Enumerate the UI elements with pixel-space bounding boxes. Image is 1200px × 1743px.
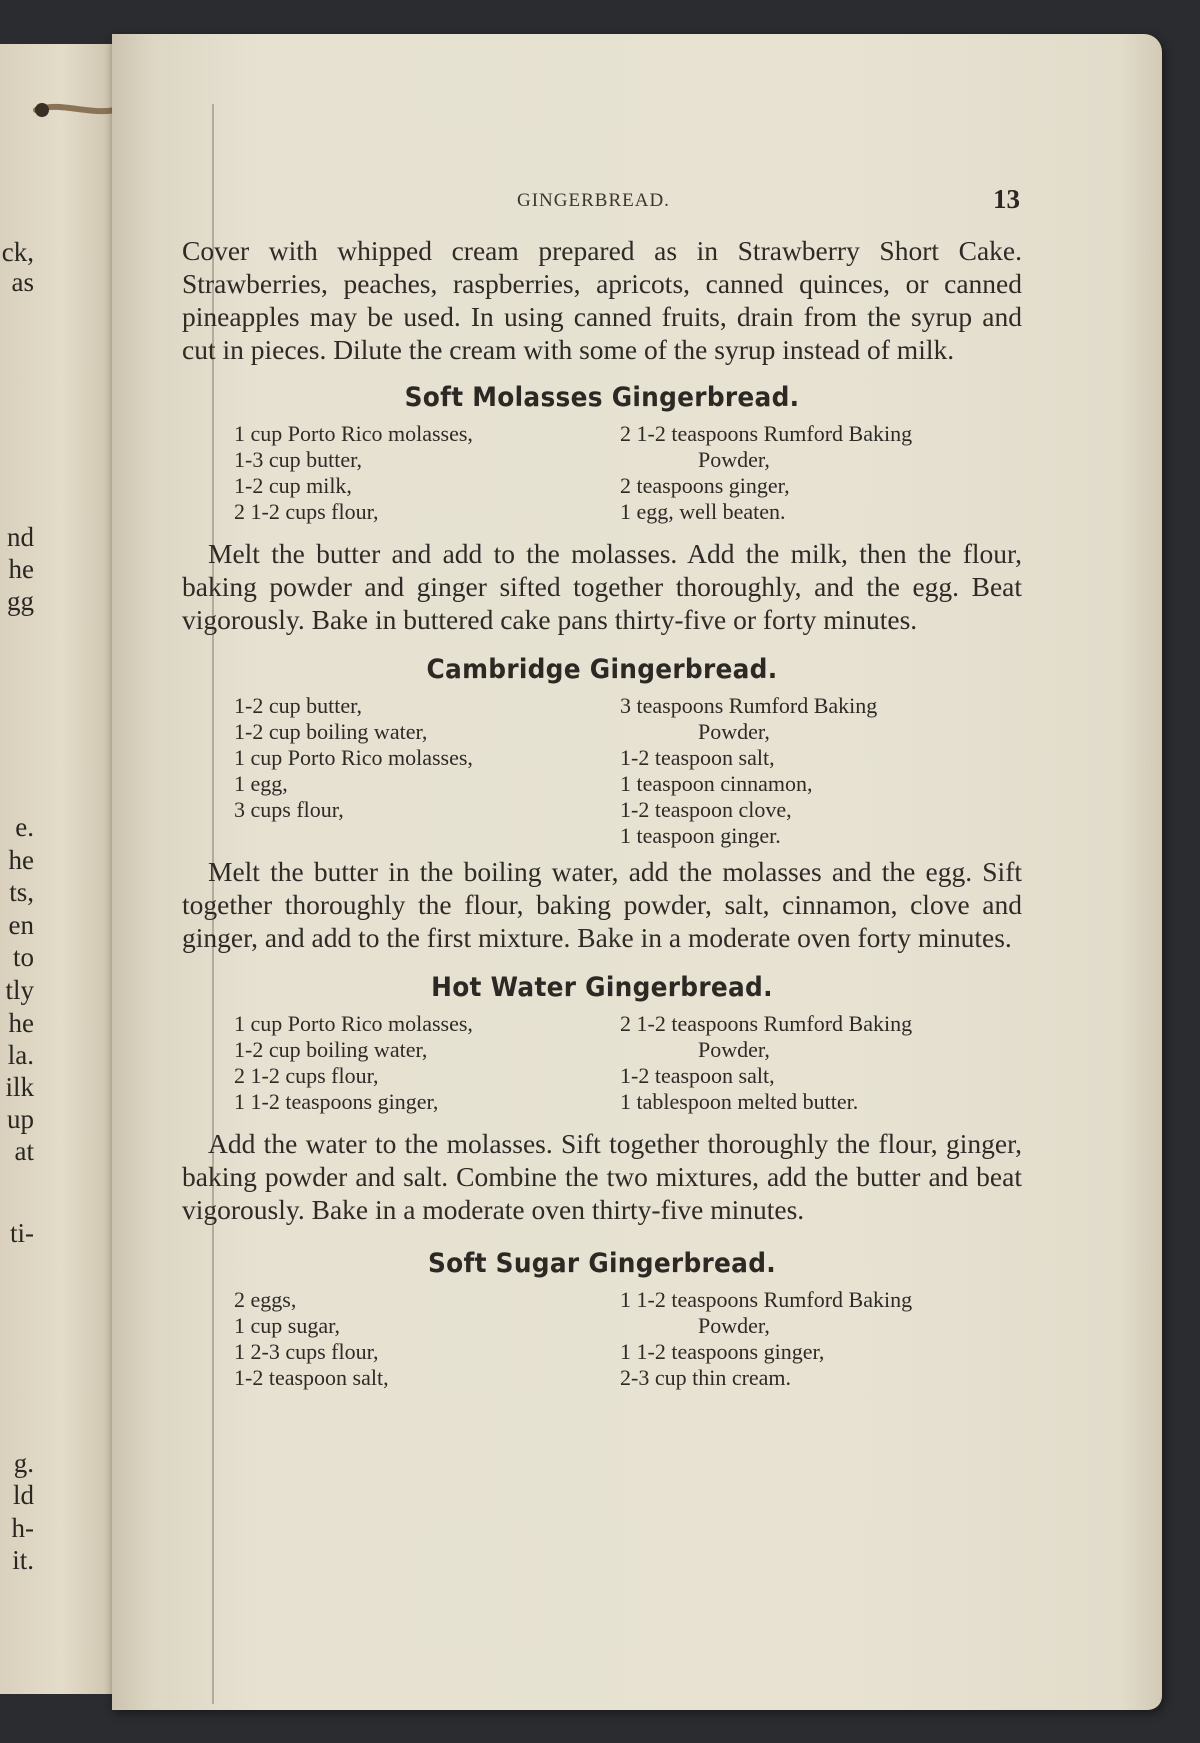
ingredient-line: 1-2 cup boiling water, xyxy=(234,719,428,744)
recipe-directions: Add the water to the molasses. Sift together thoroughly the flour, ginger, baking powder and salt. Combine the two mixtures, add the butter and beat vigorously. Bake in a moderate oven thirty-five minutes. xyxy=(182,1128,1022,1225)
ingredient-line: 1-2 cup butter, xyxy=(234,693,363,718)
ingredient-line: 1 egg, well beaten. xyxy=(620,499,786,524)
ingredient-line: 1 1-2 teaspoons ginger, xyxy=(620,1339,825,1364)
ingredient-line: 1-3 cup butter, xyxy=(234,447,363,472)
ingredient-list xyxy=(182,421,1022,525)
ingredient-line: 2 eggs, xyxy=(234,1287,297,1312)
ingredient-line: Powder, xyxy=(698,719,770,744)
ingredient-line: 1 cup Porto Rico molasses, xyxy=(234,745,473,770)
recipe-title: Soft Molasses Gingerbread. xyxy=(404,382,800,413)
ingredient-list xyxy=(182,1287,1022,1391)
ingredient-line: 1-2 cup milk, xyxy=(234,473,352,498)
recipe-directions: Melt the butter and add to the molasses. Add the milk, then the flour, baking powder and ginger sifted together thoroughly, and the egg. Beat vigorously. Bake in buttered cake pans thirty-five or forty minutes. xyxy=(182,538,1022,635)
running-head xyxy=(182,184,1022,220)
left-page-fragment: ilk xyxy=(5,1072,34,1102)
ingredient-column-right xyxy=(604,1011,1020,1115)
ingredient-line: 1 1-2 teaspoons Rumford Baking xyxy=(620,1287,913,1312)
running-head-title: GINGERBREAD. xyxy=(517,190,670,211)
left-page-fragment: gg xyxy=(7,586,34,616)
ingredient-list xyxy=(182,693,1022,849)
page-number: 13 xyxy=(993,184,1020,214)
ingredient-line: 2 1-2 teaspoons Rumford Baking xyxy=(620,1011,913,1036)
left-page-fragment: at xyxy=(14,1136,34,1166)
left-page-fragment: he xyxy=(8,554,34,584)
left-page-fragment: en xyxy=(8,910,34,940)
ingredient-column-left xyxy=(182,1011,604,1115)
ingredient-column-right xyxy=(604,693,1020,849)
ingredient-line: Powder, xyxy=(698,1037,770,1062)
left-page-fragment: e. xyxy=(15,812,34,842)
ingredient-line: 3 teaspoons Rumford Baking xyxy=(620,693,878,718)
left-page-fragment: ld xyxy=(12,1480,34,1510)
ingredient-line: 2-3 cup thin cream. xyxy=(620,1365,792,1390)
ingredient-column-left xyxy=(182,1287,604,1391)
ingredient-line: Powder, xyxy=(698,447,770,472)
left-page-fragment: up xyxy=(7,1104,34,1134)
left-page-fragment: ti- xyxy=(10,1218,34,1248)
ingredient-column-right xyxy=(604,421,1020,525)
ingredient-column-right xyxy=(604,1287,1020,1391)
left-page-edge xyxy=(0,44,112,1694)
ingredient-line: 3 cups flour, xyxy=(234,797,344,822)
ingredient-line: 1 2-3 cups flour, xyxy=(234,1339,379,1364)
ingredient-line: 1-2 teaspoon clove, xyxy=(620,797,792,822)
left-page-fragment: to xyxy=(12,942,34,972)
recipe-directions: Melt the butter in the boiling water, add the molasses and the egg. Sift together thoroughly the flour, baking powder, salt, cinnamon, clove and ginger, and add to the first mixture. Bake in a moderate oven forty minutes. xyxy=(182,856,1022,953)
left-page-fragment: he xyxy=(8,1008,34,1038)
ingredient-line: 1-2 teaspoon salt, xyxy=(620,1063,775,1088)
left-page-fragment: h- xyxy=(11,1513,34,1543)
ingredient-column-left xyxy=(182,421,604,525)
left-page-fragment: nd xyxy=(7,522,34,552)
left-page-fragment: it. xyxy=(12,1545,34,1575)
left-page-fragment: he xyxy=(8,845,34,875)
ingredient-line: 1-2 teaspoon salt, xyxy=(620,745,775,770)
ingredient-line: 1-2 cup boiling water, xyxy=(234,1037,428,1062)
recipe-title: Cambridge Gingerbread. xyxy=(426,654,778,685)
ingredient-line: 1 teaspoon cinnamon, xyxy=(620,771,813,796)
ingredient-line: 2 1-2 cups flour, xyxy=(234,499,379,524)
ingredient-line: 2 1-2 teaspoons Rumford Baking xyxy=(620,421,913,446)
text-block xyxy=(182,234,1022,1391)
intro-paragraph: Cover with whipped cream prepared as in Strawberry Short Cake. Strawberries, peaches, raspberries, apricots, canned quinces, or canned pineapples may be used. In using canned fruits, drain from the syrup and cut in pieces. Dilute the cream with some of the syrup instead of milk. xyxy=(182,235,1022,365)
left-page-fragment: la. xyxy=(7,1040,34,1070)
left-page-fragment: as xyxy=(11,267,34,297)
ingredient-line: 2 teaspoons ginger, xyxy=(620,473,790,498)
left-page-fragment: g. xyxy=(13,1448,34,1478)
ingredient-list xyxy=(182,1011,1022,1115)
ingredient-column-left xyxy=(182,693,604,849)
ingredient-line: 1 egg, xyxy=(234,771,288,796)
recipe-title: Hot Water Gingerbread. xyxy=(431,972,773,1003)
ingredient-line: 1 cup sugar, xyxy=(234,1313,341,1338)
ingredient-line: 1 cup Porto Rico molasses, xyxy=(234,1011,473,1036)
ingredient-line: 1-2 teaspoon salt, xyxy=(234,1365,389,1390)
ingredient-line: 2 1-2 cups flour, xyxy=(234,1063,379,1088)
left-page-fragment: ck, xyxy=(1,237,34,267)
ingredient-line: 1 1-2 teaspoons ginger, xyxy=(234,1089,439,1114)
ingredient-line: Powder, xyxy=(698,1313,770,1338)
ingredient-line: 1 tablespoon melted butter. xyxy=(620,1089,859,1114)
left-page-fragment: ts, xyxy=(9,877,34,907)
ingredient-line: 1 teaspoon ginger. xyxy=(620,823,781,848)
left-page-fragment: tly xyxy=(5,975,34,1005)
ingredient-line: 1 cup Porto Rico molasses, xyxy=(234,421,473,446)
recipe-title: Soft Sugar Gingerbread. xyxy=(428,1248,776,1279)
